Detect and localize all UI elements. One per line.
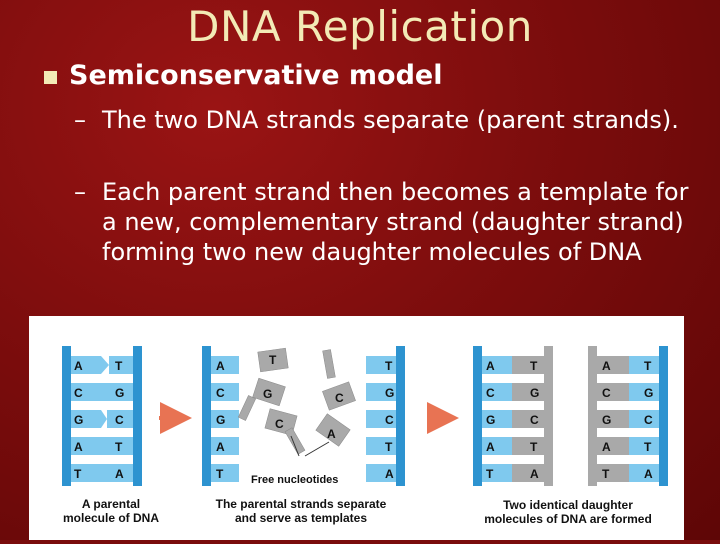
bullet-square-icon xyxy=(44,71,57,84)
slide-title: DNA Replication xyxy=(187,2,533,51)
base-label: T xyxy=(115,359,123,373)
free-base-label: C xyxy=(275,417,284,431)
base-label: A xyxy=(644,467,653,481)
base-label: C xyxy=(385,413,394,427)
base-label: A xyxy=(216,359,225,373)
base-label: C xyxy=(216,386,225,400)
base-label: A xyxy=(385,467,394,481)
base-label: T xyxy=(216,467,224,481)
base-label: T xyxy=(530,359,538,373)
diagram-svg xyxy=(29,316,684,540)
base-label: A xyxy=(74,359,83,373)
caption-separate-2: and serve as templates xyxy=(234,511,368,525)
base-label: G xyxy=(216,413,226,427)
base-label: G xyxy=(385,386,395,400)
base-label: T xyxy=(486,467,494,481)
base-label: T xyxy=(644,359,652,373)
base-label: G xyxy=(644,386,654,400)
base-label: A xyxy=(602,359,611,373)
dash-icon: – xyxy=(74,178,86,206)
base-label: C xyxy=(602,386,611,400)
base-label: A xyxy=(486,359,495,373)
base-label: T xyxy=(644,440,652,454)
base-label: T xyxy=(74,467,82,481)
base-label: G xyxy=(115,386,125,400)
base-label: A xyxy=(115,467,124,481)
base-label: G xyxy=(74,413,84,427)
caption-parental-2: molecule of DNA xyxy=(62,511,160,525)
base-label: T xyxy=(385,359,393,373)
base-label: A xyxy=(74,440,83,454)
parental-molecule xyxy=(62,346,142,486)
base-label: A xyxy=(602,440,611,454)
base-label: T xyxy=(530,440,538,454)
base-label: A xyxy=(216,440,225,454)
base-label: C xyxy=(486,386,495,400)
caption-daughter-1: Two identical daughter xyxy=(503,498,633,512)
free-base-label: A xyxy=(327,427,336,441)
base-label: C xyxy=(644,413,653,427)
base-label: C xyxy=(530,413,539,427)
daughter-molecule-2 xyxy=(588,346,668,486)
separated-strands xyxy=(202,346,405,486)
base-label: T xyxy=(385,440,393,454)
bullet-text: Semiconservative model xyxy=(69,60,443,91)
base-label: C xyxy=(74,386,83,400)
base-label: A xyxy=(486,440,495,454)
base-label: G xyxy=(486,413,496,427)
replication-diagram xyxy=(29,316,684,540)
subbullet-text: The two DNA strands separate (parent strands). xyxy=(102,106,679,134)
subbullet-2 xyxy=(74,177,704,267)
free-base-label: C xyxy=(335,391,344,405)
base-label: T xyxy=(602,467,610,481)
subbullet-1 xyxy=(74,105,704,135)
subbullet-text: Each parent strand then becomes a template for a new, complementary strand (daughter strand) forming two new daughter molecules of DNA xyxy=(102,178,689,266)
base-label: G xyxy=(602,413,612,427)
daughter-molecule-1 xyxy=(473,346,553,486)
free-base-label: G xyxy=(263,387,273,401)
base-label: G xyxy=(530,386,540,400)
caption-parental-1: A parental xyxy=(81,497,141,511)
caption-daughter-2: molecules of DNA are formed xyxy=(484,512,652,526)
free-base-label: T xyxy=(269,353,277,367)
free-nucleotides-label: Free nucleotides xyxy=(251,474,339,486)
caption-separate-1: The parental strands separate xyxy=(215,497,387,511)
bullet-semiconservative xyxy=(44,60,443,91)
base-label: T xyxy=(115,440,123,454)
base-label: A xyxy=(530,467,539,481)
base-label: C xyxy=(115,413,124,427)
dash-icon: – xyxy=(74,106,86,134)
